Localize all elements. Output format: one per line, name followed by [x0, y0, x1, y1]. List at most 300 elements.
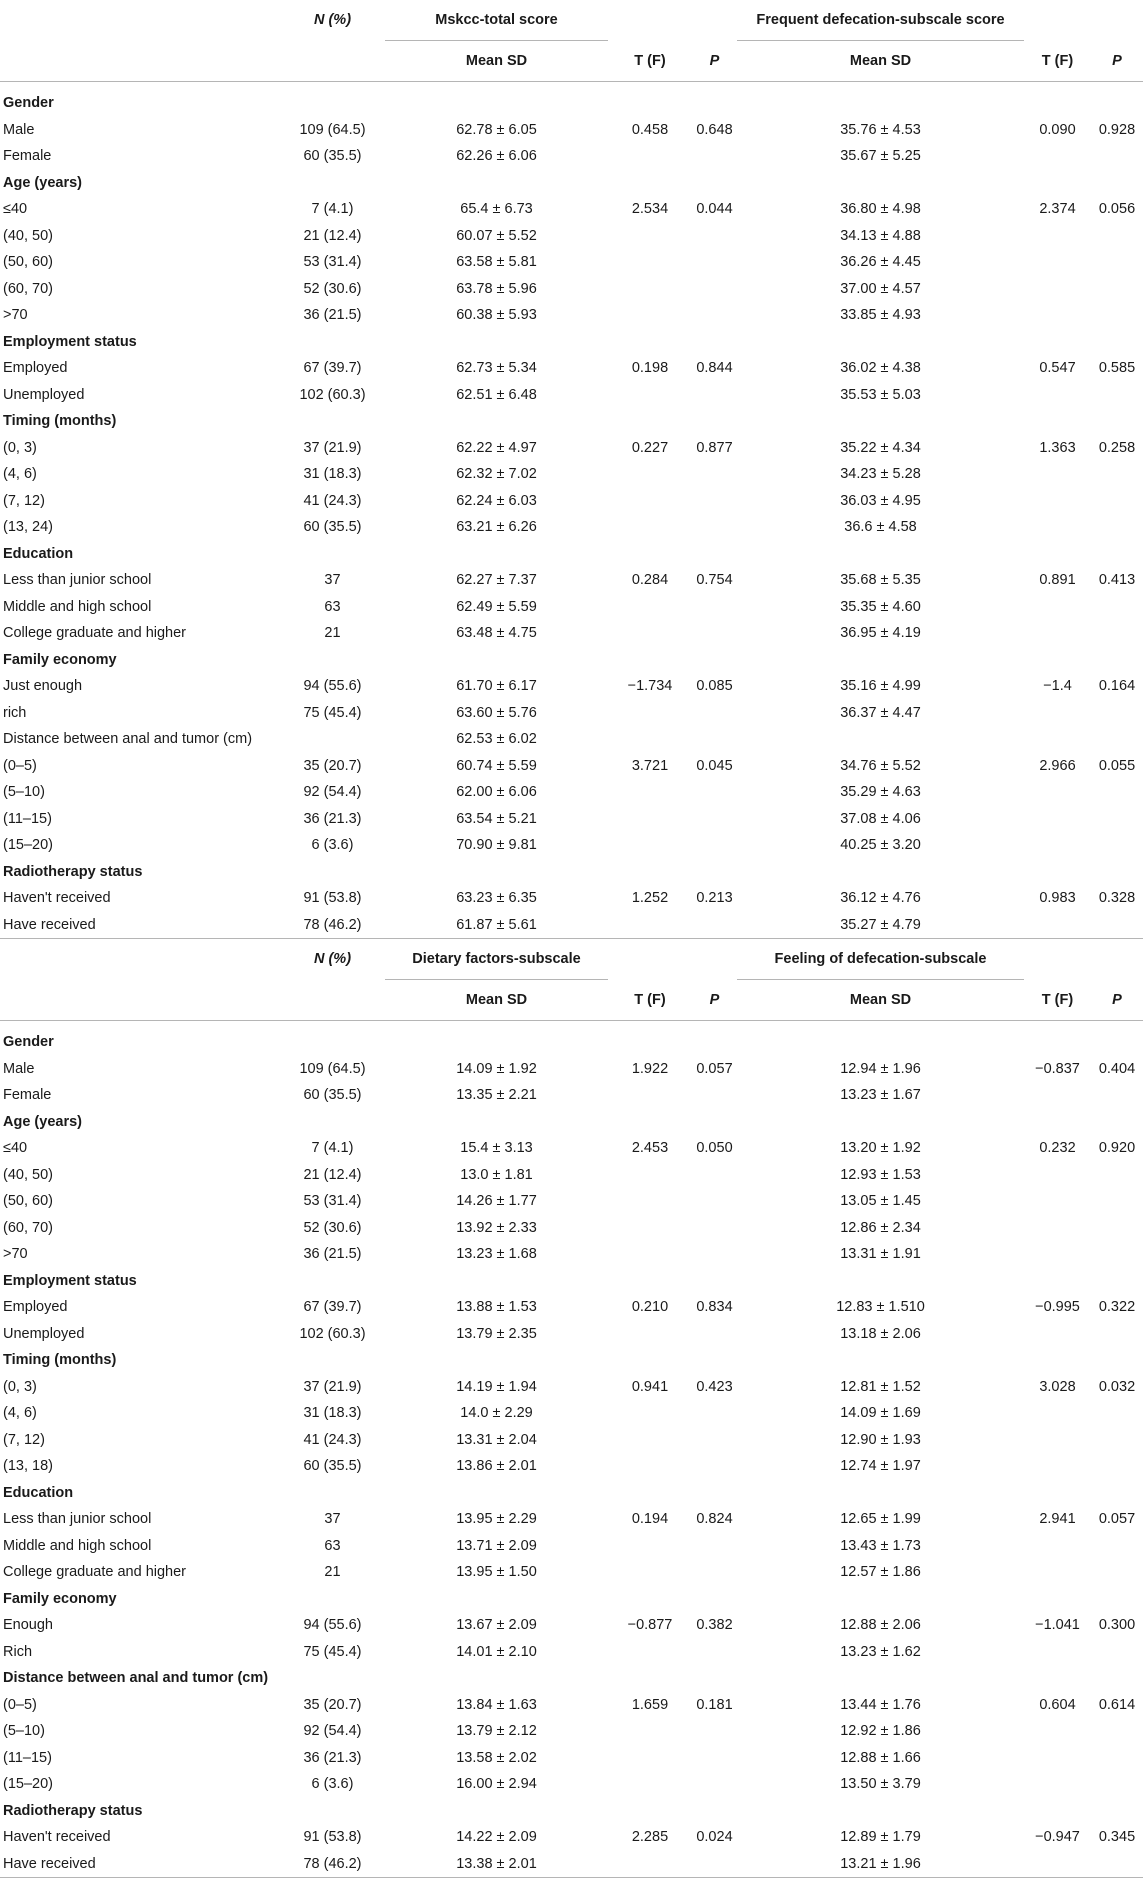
- n-percent-cell: 36 (21.5): [303, 307, 362, 324]
- table-row: [0, 700, 1143, 727]
- row-label: (11–15): [3, 810, 52, 827]
- p-value-cell: [692, 1559, 737, 1586]
- n-percent-cell: 91 (53.8): [303, 1829, 362, 1846]
- mean-sd-cell: 15.4 ± 3.13: [460, 1140, 533, 1157]
- mean-sd-cell: 13.50 ± 3.79: [840, 1776, 921, 1793]
- group-header-row: [0, 1268, 1143, 1295]
- p-value-cell: 0.834: [696, 1299, 733, 1316]
- row-label: (60, 70): [3, 280, 53, 297]
- p-value-cell: 0.181: [696, 1696, 733, 1713]
- t-value-cell: [608, 806, 692, 833]
- t-value-cell: [1024, 1162, 1091, 1189]
- p-value-cell: [692, 594, 737, 621]
- mean-sd-cell: 62.32 ± 7.02: [456, 466, 537, 483]
- n-percent-cell: 21 (12.4): [303, 1166, 362, 1183]
- group-header-row: [0, 1347, 1143, 1374]
- row-label: Have received: [0, 1851, 280, 1878]
- mean-sd-cell: 35.22 ± 4.34: [840, 439, 921, 456]
- row-label: Haven't received: [3, 890, 111, 907]
- row-label: >70: [3, 1246, 28, 1263]
- p-value-cell: [1091, 1533, 1143, 1560]
- mean-sd-cell: 13.21 ± 1.96: [737, 1851, 1024, 1878]
- row-label: Unemployed: [3, 386, 85, 403]
- p-value-cell: [1091, 1321, 1143, 1348]
- row-label: Employed: [3, 1299, 68, 1316]
- table-row: [0, 1082, 1143, 1109]
- mean-sd-cell: 14.22 ± 2.09: [456, 1829, 537, 1846]
- table-row: [0, 461, 1143, 488]
- table-row: [0, 1241, 1143, 1268]
- mean-sd-cell: 12.93 ± 1.53: [840, 1166, 921, 1183]
- dietary-factors-header: Dietary factors-subscale: [385, 939, 608, 980]
- mean-sd-cell: 63.78 ± 5.96: [456, 280, 537, 297]
- t-value-cell: [1024, 832, 1091, 859]
- section1-body: [0, 82, 1143, 939]
- group-header-row: [0, 1109, 1143, 1136]
- row-label: Distance between anal and tumor (cm): [3, 731, 253, 748]
- mean-sd-cell: 13.38 ± 2.01: [385, 1851, 608, 1878]
- p-value-cell: [692, 1745, 737, 1772]
- t-value-cell: [1024, 1427, 1091, 1454]
- p-value-cell: [692, 1639, 737, 1666]
- t-value-cell: [608, 1718, 692, 1745]
- table-row: [0, 249, 1143, 276]
- p-value-cell: [692, 1188, 737, 1215]
- row-label: Have received: [0, 912, 280, 939]
- n-percent-cell: 6 (3.6): [311, 1776, 354, 1793]
- n-percent-cell: 109 (64.5): [299, 1060, 366, 1077]
- section2-body: [0, 1021, 1143, 1878]
- group-label: Distance between anal and tumor (cm): [3, 1670, 269, 1687]
- n-percent-cell: 78 (46.2): [280, 1851, 385, 1878]
- mean-sd-cell: 35.53 ± 5.03: [840, 386, 921, 403]
- t-value-cell: [1024, 1851, 1091, 1878]
- table-row: [0, 514, 1143, 541]
- p-value-cell: 0.754: [696, 572, 733, 589]
- t-value-cell: [1024, 1533, 1091, 1560]
- p-value-cell: 0.585: [1098, 360, 1136, 377]
- p-value-cell: [1091, 276, 1143, 303]
- table-row: [0, 1692, 1143, 1719]
- t-value-cell: −1.041: [1035, 1617, 1080, 1634]
- row-label: (13, 24): [3, 519, 53, 536]
- p-value-cell: 0.423: [696, 1378, 733, 1395]
- row-label: ≤40: [3, 1140, 28, 1157]
- row-label: (11–15): [3, 1749, 52, 1766]
- t-value-cell: [1024, 700, 1091, 727]
- row-label: >70: [3, 307, 28, 324]
- mean-sd-cell: 36.26 ± 4.45: [840, 254, 921, 271]
- row-label: Unemployed: [3, 1325, 85, 1342]
- mean-sd-cell: 12.88 ± 2.06: [840, 1617, 921, 1634]
- t-value-cell: [1024, 461, 1091, 488]
- t-value-cell: [1024, 1215, 1091, 1242]
- p-value-cell: [1091, 1215, 1143, 1242]
- row-label: Less than junior school: [3, 572, 152, 589]
- p-value-cell: [692, 1241, 737, 1268]
- t-value-cell: 2.966: [1039, 757, 1076, 774]
- table-row: [0, 726, 1143, 753]
- t-value-cell: [1024, 143, 1091, 170]
- mean-sd-cell: 62.00 ± 6.06: [456, 784, 537, 801]
- t-value-cell: [608, 700, 692, 727]
- n-percent-cell: 35 (20.7): [303, 757, 362, 774]
- p-value-cell: [692, 1321, 737, 1348]
- table-row: [0, 594, 1143, 621]
- row-label: Rich: [3, 1643, 33, 1660]
- row-label: ≤40: [3, 201, 28, 218]
- n-percent-cell: 102 (60.3): [299, 386, 366, 403]
- t-value-cell: [608, 779, 692, 806]
- p-value-cell: 0.057: [696, 1060, 733, 1077]
- p-value-cell: [692, 276, 737, 303]
- row-label: Female: [3, 1087, 52, 1104]
- row-label: (40, 50): [3, 227, 53, 244]
- t-value-cell: 0.284: [631, 572, 669, 589]
- t-value-cell: [1024, 249, 1091, 276]
- n-percent-cell: 75 (45.4): [303, 704, 362, 721]
- t-value-cell: 3.028: [1039, 1378, 1076, 1395]
- p-value-cell: [1091, 912, 1143, 939]
- mean-sd-cell: 13.71 ± 2.09: [456, 1537, 537, 1554]
- mean-sd-cell: 14.0 ± 2.29: [460, 1405, 533, 1422]
- group-label: Timing (months): [3, 413, 117, 430]
- table-row: [0, 1427, 1143, 1454]
- t-value-cell: [1024, 514, 1091, 541]
- p-value-cell: 0.024: [696, 1829, 733, 1846]
- row-label: College graduate and higher: [3, 1564, 186, 1581]
- mean-sd-cell: 12.57 ± 1.86: [840, 1564, 921, 1581]
- group-header-row: [0, 859, 1143, 886]
- mean-sd-cell: 12.86 ± 2.34: [840, 1219, 921, 1236]
- p-value-cell: [692, 461, 737, 488]
- group-label: Employment status: [3, 1272, 137, 1289]
- t-value-cell: 0.891: [1039, 572, 1076, 589]
- t-value-cell: 1.659: [631, 1696, 669, 1713]
- row-label: (4, 6): [3, 466, 37, 483]
- t-value-cell: 0.983: [1039, 890, 1076, 907]
- mean-sd-cell: 12.89 ± 1.79: [840, 1829, 921, 1846]
- p-value-cell: [1091, 726, 1143, 753]
- n-percent-cell: 102 (60.3): [299, 1325, 366, 1342]
- row-label: (15–20): [3, 837, 53, 854]
- group-label: Timing (months): [3, 1352, 117, 1369]
- p-value-cell: [692, 1851, 737, 1878]
- t-value-cell: [1024, 1188, 1091, 1215]
- mean-sd-cell: 62.51 ± 6.48: [456, 386, 537, 403]
- n-percent-cell: 67 (39.7): [303, 360, 362, 377]
- t-f-header: T (F): [1024, 41, 1091, 82]
- p-value-cell: 0.877: [696, 439, 733, 456]
- p-value-cell: [692, 1082, 737, 1109]
- n-percent-cell: 60 (35.5): [303, 148, 362, 165]
- t-value-cell: [1024, 1771, 1091, 1798]
- table-row: [0, 435, 1143, 462]
- row-label: (7, 12): [3, 492, 45, 509]
- p-value-cell: [1091, 302, 1143, 329]
- group-header-row: [0, 408, 1143, 435]
- p-value-cell: 0.345: [1098, 1829, 1136, 1846]
- p-value-cell: 0.050: [696, 1140, 733, 1157]
- mean-sd-cell: 12.90 ± 1.93: [840, 1431, 921, 1448]
- p-value-cell: [1091, 1082, 1143, 1109]
- table-row: [0, 1294, 1143, 1321]
- p-value-cell: [1091, 514, 1143, 541]
- mean-sd-cell: 35.67 ± 5.25: [840, 148, 921, 165]
- t-value-cell: 2.534: [631, 201, 669, 218]
- table-row: [0, 1824, 1143, 1851]
- row-label: rich: [3, 704, 27, 721]
- p-value-cell: 0.258: [1098, 439, 1136, 456]
- t-value-cell: −0.995: [1035, 1299, 1080, 1316]
- mean-sd-cell: 62.49 ± 5.59: [456, 598, 537, 615]
- t-value-cell: [608, 1533, 692, 1560]
- p-value-cell: [692, 779, 737, 806]
- group-header-row: [0, 1029, 1143, 1056]
- mean-sd-cell: 37.08 ± 4.06: [840, 810, 921, 827]
- table-row: [0, 806, 1143, 833]
- mean-sd-cell: 40.25 ± 3.20: [840, 837, 921, 854]
- mean-sd-cell: 12.88 ± 1.66: [840, 1749, 921, 1766]
- mean-sd-header: Mean SD: [737, 41, 1024, 82]
- p-value-cell: [1091, 1241, 1143, 1268]
- mean-sd-cell: 13.86 ± 2.01: [456, 1458, 537, 1475]
- mean-sd-header: Mean SD: [737, 980, 1024, 1021]
- t-value-cell: −1.734: [627, 678, 673, 695]
- table-row: [0, 1506, 1143, 1533]
- mean-sd-cell: 13.84 ± 1.63: [456, 1696, 537, 1713]
- p-value-cell: 0.844: [696, 360, 733, 377]
- n-percent-cell: 37: [324, 1511, 341, 1528]
- n-percent-cell: 35 (20.7): [303, 1696, 362, 1713]
- row-label: Female: [3, 148, 52, 165]
- mean-sd-cell: 62.53 ± 6.02: [456, 731, 537, 748]
- p-value-cell: [1091, 832, 1143, 859]
- table-row: [0, 488, 1143, 515]
- n-percent-cell: 37 (21.9): [303, 439, 362, 456]
- row-label: (0, 3): [3, 1378, 37, 1395]
- table-row: [0, 1135, 1143, 1162]
- table-row: [0, 1851, 1143, 1878]
- mean-sd-cell: 63.23 ± 6.35: [456, 890, 537, 907]
- t-value-cell: [608, 1639, 692, 1666]
- group-header-row: [0, 170, 1143, 197]
- p-value-cell: [692, 1400, 737, 1427]
- group-label: Family economy: [3, 1590, 117, 1607]
- p-value-cell: 0.413: [1098, 572, 1136, 589]
- t-value-cell: [608, 1215, 692, 1242]
- mean-sd-cell: 13.79 ± 2.35: [456, 1325, 537, 1342]
- n-percent-cell: 7 (4.1): [311, 1140, 354, 1157]
- mean-sd-cell: 14.19 ± 1.94: [456, 1378, 537, 1395]
- group-label: Family economy: [3, 651, 117, 668]
- row-label: (0–5): [3, 1696, 37, 1713]
- t-value-cell: 0.227: [631, 439, 669, 456]
- t-value-cell: [608, 1745, 692, 1772]
- n-percent-cell: 92 (54.4): [303, 1723, 362, 1740]
- frequent-defecation-header: Frequent defecation-subscale score: [737, 0, 1024, 41]
- t-value-cell: [608, 912, 692, 939]
- mean-sd-cell: 63.58 ± 5.81: [456, 254, 537, 271]
- t-value-cell: 0.198: [631, 360, 669, 377]
- p-value-cell: [692, 1215, 737, 1242]
- mean-sd-cell: 13.23 ± 1.62: [840, 1643, 921, 1660]
- mean-sd-cell: 36.12 ± 4.76: [840, 890, 921, 907]
- p-value-cell: [1091, 249, 1143, 276]
- table-row: [0, 832, 1143, 859]
- p-value-cell: 0.322: [1098, 1299, 1136, 1316]
- mean-sd-cell: 62.78 ± 6.05: [456, 121, 537, 138]
- group-label: Radiotherapy status: [3, 1802, 143, 1819]
- n-percent-cell: 94 (55.6): [303, 1617, 362, 1634]
- mean-sd-cell: 35.35 ± 4.60: [840, 598, 921, 615]
- p-value-cell: [692, 382, 737, 409]
- t-value-cell: 1.922: [631, 1060, 669, 1077]
- n-percent-cell: 31 (18.3): [303, 1405, 362, 1422]
- t-value-cell: [608, 1321, 692, 1348]
- mean-sd-cell: 12.92 ± 1.86: [840, 1723, 921, 1740]
- row-label: (50, 60): [3, 1193, 53, 1210]
- n-percent-cell: 37: [324, 572, 341, 589]
- n-percent-cell: 6 (3.6): [311, 837, 354, 854]
- t-value-cell: 2.374: [1039, 201, 1076, 218]
- table-row: [0, 1056, 1143, 1083]
- section1-header: [0, 0, 1143, 82]
- group-label: Radiotherapy status: [3, 863, 143, 880]
- mean-sd-cell: 12.81 ± 1.52: [840, 1378, 921, 1395]
- row-label: Employed: [3, 360, 68, 377]
- group-header-row: [0, 90, 1143, 117]
- t-value-cell: [1024, 912, 1091, 939]
- t-value-cell: −0.837: [1035, 1060, 1080, 1077]
- t-value-cell: [1024, 1453, 1091, 1480]
- t-value-cell: [608, 382, 692, 409]
- t-value-cell: [1024, 302, 1091, 329]
- mean-sd-cell: 13.20 ± 1.92: [840, 1140, 921, 1157]
- table-row: [0, 1321, 1143, 1348]
- p-value-cell: [1091, 594, 1143, 621]
- t-value-cell: 0.210: [631, 1299, 669, 1316]
- table-row: [0, 1400, 1143, 1427]
- table-row: [0, 620, 1143, 647]
- n-percent-cell: 21 (12.4): [303, 227, 362, 244]
- p-value-cell: [1091, 488, 1143, 515]
- mean-sd-cell: 62.24 ± 6.03: [456, 492, 537, 509]
- p-value-cell: [692, 1771, 737, 1798]
- p-value-cell: 0.928: [1098, 121, 1136, 138]
- table-row: [0, 912, 1143, 939]
- p-value-cell: 0.404: [1098, 1060, 1136, 1077]
- row-label: (60, 70): [3, 1219, 53, 1236]
- t-f-header: T (F): [1024, 980, 1091, 1021]
- t-value-cell: −0.877: [627, 1617, 673, 1634]
- t-value-cell: 0.194: [631, 1511, 669, 1528]
- t-value-cell: [608, 1082, 692, 1109]
- t-value-cell: [608, 620, 692, 647]
- mean-sd-cell: 33.85 ± 4.93: [840, 307, 921, 324]
- n-percent-cell: 37 (21.9): [303, 1378, 362, 1395]
- t-value-cell: [608, 1851, 692, 1878]
- p-value-cell: [1091, 223, 1143, 250]
- group-label: Age (years): [3, 174, 82, 191]
- row-label: Haven't received: [3, 1829, 111, 1846]
- mean-sd-cell: 13.95 ± 2.29: [456, 1511, 537, 1528]
- row-label: (50, 60): [3, 254, 53, 271]
- p-value-cell: [1091, 1162, 1143, 1189]
- n-percent-cell: 60 (35.5): [303, 519, 362, 536]
- table-row: [0, 885, 1143, 912]
- mean-sd-header: Mean SD: [385, 41, 608, 82]
- mean-sd-cell: 35.68 ± 5.35: [840, 572, 921, 589]
- n-percent-cell: 53 (31.4): [303, 254, 362, 271]
- p-value-cell: [692, 143, 737, 170]
- mean-sd-cell: 36.6 ± 4.58: [844, 519, 917, 536]
- t-value-cell: 0.458: [631, 121, 669, 138]
- p-value-cell: 0.614: [1098, 1696, 1136, 1713]
- n-percent-cell: 21: [324, 625, 341, 642]
- mean-sd-cell: 34.23 ± 5.28: [840, 466, 921, 483]
- p-value-cell: [1091, 1188, 1143, 1215]
- p-value-cell: [692, 488, 737, 515]
- table-row: [0, 1162, 1143, 1189]
- group-header-row: [0, 647, 1143, 674]
- mean-sd-cell: 34.76 ± 5.52: [840, 757, 921, 774]
- t-value-cell: [1024, 1718, 1091, 1745]
- mean-sd-cell: 35.16 ± 4.99: [840, 678, 921, 695]
- p-value-cell: [692, 1427, 737, 1454]
- n-percent-cell: 91 (53.8): [303, 890, 362, 907]
- p-value-cell: [1091, 1851, 1143, 1878]
- p-value-cell: [1091, 461, 1143, 488]
- group-label: Gender: [3, 95, 54, 112]
- n-percent-cell: 109 (64.5): [299, 121, 366, 138]
- row-label: (4, 6): [3, 1405, 37, 1422]
- table-row: [0, 143, 1143, 170]
- p-value-cell: 0.164: [1098, 678, 1136, 695]
- row-label: (40, 50): [3, 1166, 53, 1183]
- table-row: [0, 117, 1143, 144]
- n-percent-cell: 52 (30.6): [303, 280, 362, 297]
- n-percent-cell: 41 (24.3): [303, 492, 362, 509]
- mean-sd-cell: 70.90 ± 9.81: [456, 837, 537, 854]
- p-value-cell: [692, 249, 737, 276]
- mean-sd-cell: 61.87 ± 5.61: [385, 912, 608, 939]
- p-value-cell: 0.920: [1098, 1140, 1136, 1157]
- mean-sd-cell: 36.03 ± 4.95: [840, 492, 921, 509]
- row-label: (13, 18): [3, 1458, 53, 1475]
- row-label: Less than junior school: [3, 1511, 152, 1528]
- group-label: Employment status: [3, 333, 137, 350]
- t-value-cell: [608, 1453, 692, 1480]
- n-percent-cell: 21: [324, 1564, 341, 1581]
- mean-sd-cell: 63.60 ± 5.76: [456, 704, 537, 721]
- t-value-cell: [608, 1188, 692, 1215]
- group-label: Education: [3, 1484, 74, 1501]
- n-percent-cell: 60 (35.5): [303, 1458, 362, 1475]
- mean-sd-cell: 13.43 ± 1.73: [840, 1537, 921, 1554]
- mean-sd-cell: 13.31 ± 1.91: [840, 1246, 921, 1263]
- t-value-cell: [1024, 1559, 1091, 1586]
- t-value-cell: [1024, 726, 1091, 753]
- p-value-cell: [1091, 1745, 1143, 1772]
- mean-sd-cell: 13.23 ± 1.67: [840, 1087, 921, 1104]
- t-value-cell: [608, 249, 692, 276]
- t-value-cell: [608, 302, 692, 329]
- mean-sd-cell: 61.70 ± 6.17: [456, 678, 537, 695]
- mean-sd-cell: 13.79 ± 2.12: [456, 1723, 537, 1740]
- n-percent-cell: 75 (45.4): [303, 1643, 362, 1660]
- table-row: [0, 1215, 1143, 1242]
